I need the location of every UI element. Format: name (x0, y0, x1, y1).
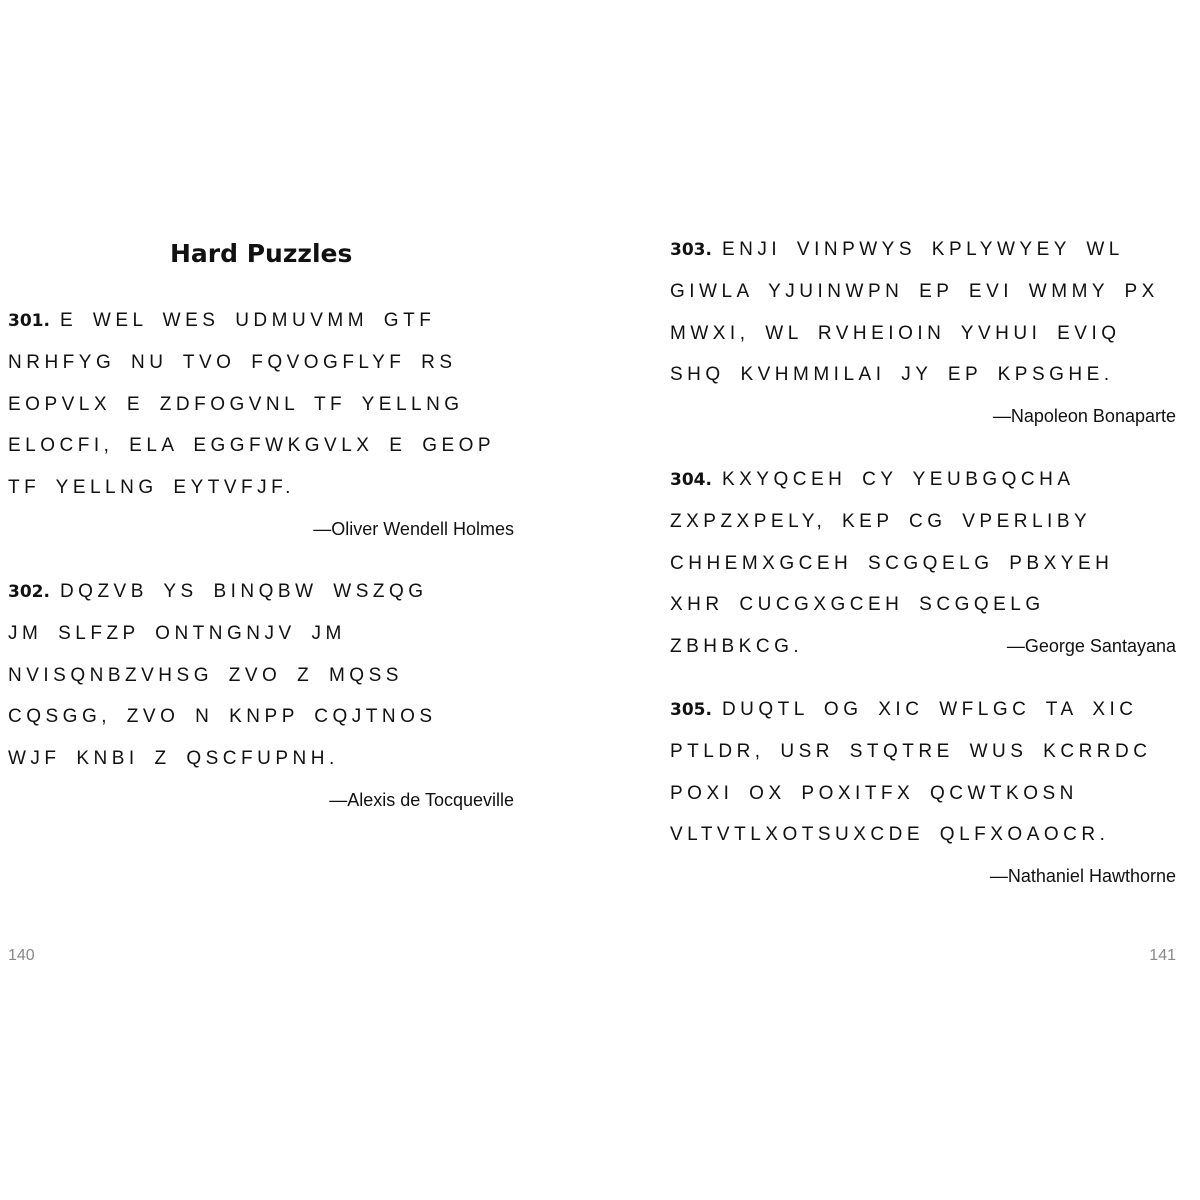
puzzle-line (8, 571, 514, 613)
puzzle-number: 302. (8, 582, 50, 602)
puzzle-line: WJF KNBI Z QSCFUPNH. (8, 748, 339, 770)
puzzle-number: 303. (670, 240, 712, 260)
puzzle-301 (8, 300, 514, 549)
section-title: Hard Puzzles (170, 239, 353, 268)
puzzle-text: E WEL WES UDMUVMM GTF (59, 310, 436, 331)
puzzle-text: ZBHBKCG. (670, 636, 804, 658)
puzzle-line: SHQ KVHMMILAI JY EP KPSGHE. (670, 364, 1114, 386)
puzzle-line: EOPVLX E ZDFOGVNL TF YELLNG (8, 393, 464, 415)
puzzle-line: CQSGG, ZVO N KNPP CQJTNOS (8, 706, 437, 728)
puzzle-attribution: —George Santayana (1006, 636, 1176, 657)
puzzle-number: 301. (8, 311, 50, 331)
puzzle-305 (670, 689, 1176, 896)
puzzle-line: ZXPZXPELY, KEP CG VPERLIBY (670, 510, 1092, 532)
puzzle-304 (670, 459, 1176, 668)
puzzle-line (670, 626, 1176, 668)
puzzle-line: NVISQNBZVHSG ZVO Z MQSS (8, 664, 403, 686)
puzzle-303 (670, 229, 1176, 436)
puzzle-line: XHR CUCGXGCEH SCGQELG (670, 594, 1045, 616)
puzzle-attribution: —Nathaniel Hawthorne (989, 866, 1176, 887)
puzzle-line (8, 300, 514, 342)
puzzle-number: 305. (670, 700, 712, 720)
puzzle-attribution: —Alexis de Tocqueville (329, 789, 514, 810)
puzzle-line: CHHEMXGCEH SCGQELG PBXYEH (670, 552, 1114, 574)
page-number: 140 (8, 947, 35, 964)
puzzle-line: POXI OX POXITFX QCWTKOSN (670, 782, 1078, 804)
puzzle-text: DUQTL OG XIC WFLGC TA XIC (721, 699, 1138, 720)
puzzle-text: ENJI VINPWYS KPLYWYEY WL (721, 239, 1124, 260)
puzzle-line: VLTVTLXOTSUXCDE QLFXOAOCR. (670, 824, 1110, 846)
puzzle-number: 304. (670, 470, 712, 490)
puzzle-attribution: —Oliver Wendell Holmes (313, 518, 514, 539)
puzzle-line: TF YELLNG EYTVFJF. (8, 477, 295, 499)
right-page (600, 0, 1200, 1200)
puzzle-302 (8, 571, 514, 820)
puzzle-line: JM SLFZP ONTNGNJV JM (8, 622, 346, 644)
puzzle-line (670, 459, 1176, 501)
puzzle-line (670, 229, 1176, 271)
puzzle-line: MWXI, WL RVHEIOIN YVHUI EVIQ (670, 322, 1121, 344)
puzzle-attribution: —Napoleon Bonaparte (992, 406, 1176, 427)
puzzle-line (670, 689, 1176, 731)
page-number: 141 (1149, 947, 1176, 964)
puzzle-text: KXYQCEH CY YEUBGQCHA (721, 469, 1075, 490)
puzzle-line: NRHFYG NU TVO FQVOGFLYF RS (8, 351, 457, 373)
puzzle-line: GIWLA YJUINWPN EP EVI WMMY PX (670, 280, 1159, 302)
puzzle-text: DQZVB YS BINQBW WSZQG (59, 581, 428, 602)
left-page (0, 0, 530, 1200)
puzzle-line: PTLDR, USR STQTRE WUS KCRRDC (670, 740, 1152, 762)
puzzle-line: ELOCFI, ELA EGGFWKGVLX E GEOP (8, 435, 496, 457)
